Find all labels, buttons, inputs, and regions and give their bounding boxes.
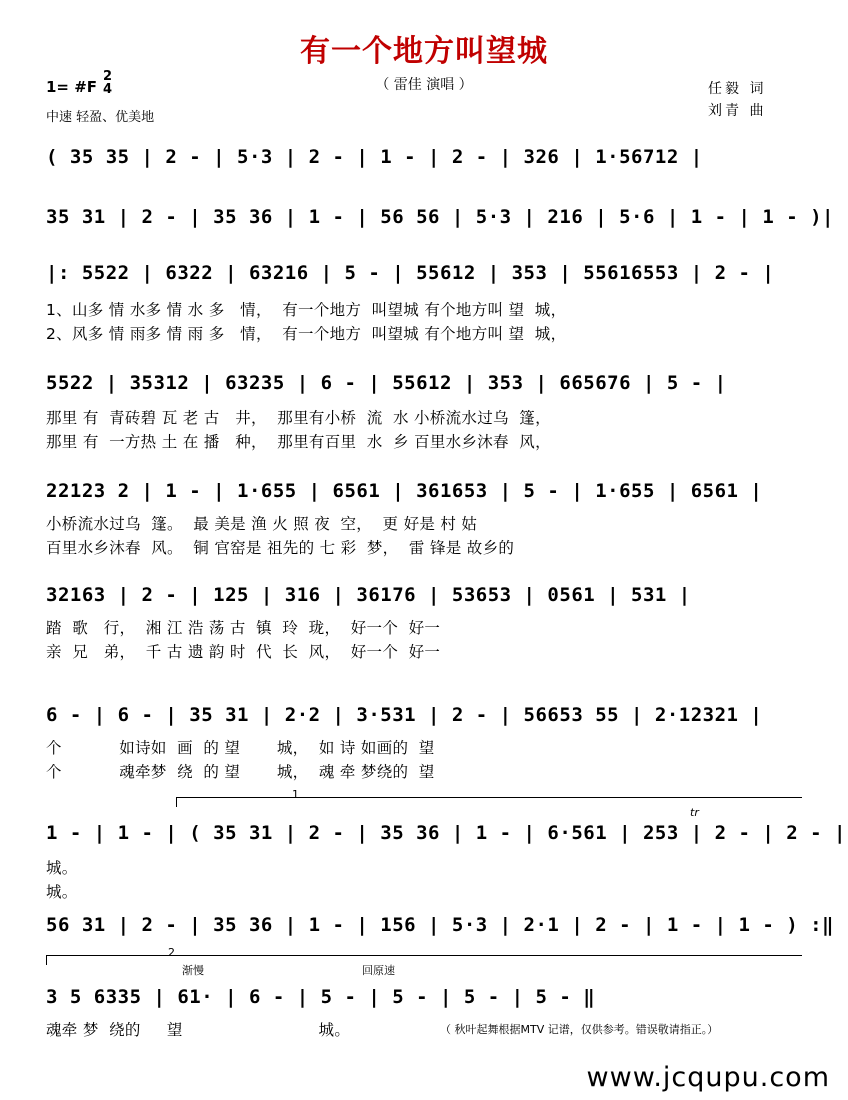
lyric-line: 亲 兄 弟， 千 古 遗 韵 时 代 长 风， 好一个 好一: [46, 643, 441, 661]
transcription-credit: （ 秋叶起舞根据MTV 记谱，仅供参考。错误敬请指正。）: [440, 1023, 719, 1036]
lyric-line: 小桥流水过乌 篷。 最 美是 渔 火 照 夜 空， 更 好是 村 姑: [46, 515, 478, 533]
composer-credit: 刘青 曲: [708, 103, 767, 119]
notation-row-4: 5522 | 35312 | 63235 | 6 - | 55612 | 353 | 665676 | 5 - |: [46, 372, 727, 394]
lyric-line: 2、风多 情 雨多 情 雨 多 情， 有一个地方 叫望城 有个地方叫 望 城，: [46, 325, 567, 343]
lyric-line: 城。: [46, 883, 78, 901]
notation-row-9: 56 31 | 2 - | 35 36 | 1 - | 156 | 5·3 | 2·1 | 2 - | 1 - | 1 - ) :‖: [46, 914, 834, 936]
lyric-line: 个 魂牵梦 绕 的 望 城， 魂 牵 梦绕的 望: [46, 763, 435, 781]
notation-row-1: ( 35 35 | 2 - | 5·3 | 2 - | 1 - | 2 - | 326 | 1·56712 |: [46, 146, 703, 168]
notation-row-10: 3 5 6335 | 61· | 6 - | 5 - | 5 - | 5 - | 5 - ‖: [46, 986, 596, 1008]
volta-1-hook: [176, 797, 177, 807]
volta-2-number: 2: [168, 946, 175, 959]
volta-1-bracket: [176, 797, 802, 798]
notation-row-8: 1 - | 1 - | ( 35 31 | 2 - | 35 36 | 1 - | 6·561 | 253 | 2 - | 2 - |: [46, 822, 846, 844]
lyric-line: 魂牵 梦 绕的 望 城。: [46, 1021, 351, 1039]
lyric-line: 那里 有 青砖碧 瓦 老 古 井， 那里有小桥 流 水 小桥流水过乌 篷，: [46, 409, 551, 427]
notation-row-3: |: 5522 | 6322 | 63216 | 5 - | 55612 | 353 | 55616553 | 2 - |: [46, 262, 775, 284]
notation-row-2: 35 31 | 2 - | 35 36 | 1 - | 56 56 | 5·3 | 216 | 5·6 | 1 - | 1 - )|: [46, 206, 834, 228]
song-title: 有一个地方叫望城: [300, 34, 548, 69]
notation-row-5: 22123 2 | 1 - | 1·655 | 6561 | 361653 | 5 - | 1·655 | 6561 |: [46, 480, 763, 502]
site-watermark: www.jcqupu.com: [586, 1062, 830, 1093]
volta-1-number: 1: [292, 788, 299, 801]
lyric-line: 1、山多 情 水多 情 水 多 情， 有一个地方 叫望城 有个地方叫 望 城，: [46, 301, 567, 319]
notation-row-6: 32163 | 2 - | 125 | 316 | 36176 | 53653 | 0561 | 531 |: [46, 584, 691, 606]
lyric-line: 踏 歌 行， 湘 江 浩 荡 古 镇 玲 珑， 好一个 好一: [46, 619, 441, 637]
tempo-resume-mark: 回原速: [362, 964, 395, 977]
tempo-marking: 中速 轻盈、优美地: [46, 110, 155, 125]
tempo-slow-mark: 渐慢: [182, 964, 204, 977]
lyric-line: 城。: [46, 859, 78, 877]
volta-2-bracket: [46, 955, 802, 956]
time-top: 2: [103, 69, 113, 84]
time-bottom: 4: [103, 82, 113, 97]
lyric-line: 百里水乡沐春 风。 铜 官窑是 祖先的 七 彩 梦， 雷 锋是 故乡的: [46, 539, 515, 557]
singer-credit: （ 雷佳 演唱 ）: [375, 77, 473, 93]
lyric-line: 个 如诗如 画 的 望 城， 如 诗 如画的 望: [46, 739, 435, 757]
key-signature: 1= #F: [46, 78, 98, 96]
time-signature: [103, 70, 112, 96]
trill-mark: tr: [690, 806, 699, 819]
volta-2-hook: [46, 955, 47, 965]
lyricist-credit: 任毅 词: [708, 81, 767, 97]
lyric-line: 那里 有 一方热 土 在 播 种， 那里有百里 水 乡 百里水乡沐春 风，: [46, 433, 551, 451]
notation-row-7: 6 - | 6 - | 35 31 | 2·2 | 3·531 | 2 - | 56653 55 | 2·12321 |: [46, 704, 763, 726]
